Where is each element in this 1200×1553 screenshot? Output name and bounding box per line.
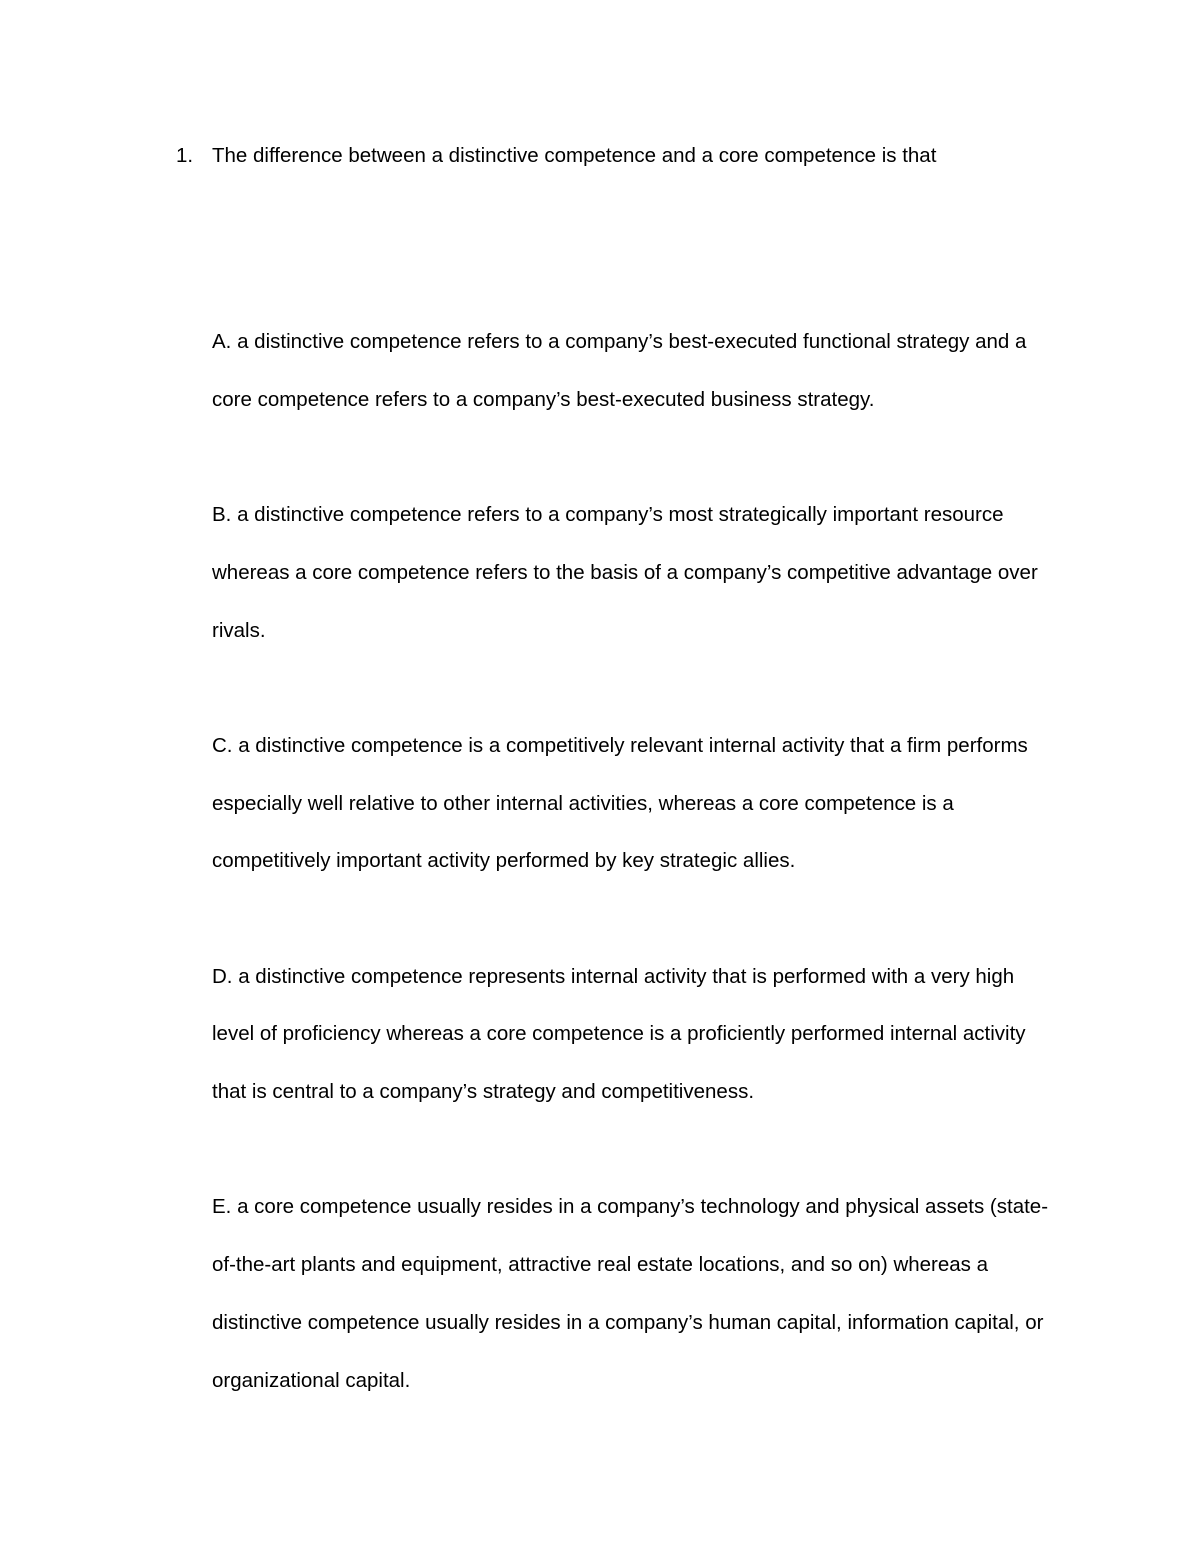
option-letter: C. xyxy=(212,733,233,757)
answer-options xyxy=(212,313,1060,1467)
question-stem: The difference between a distinctive competence and a core competence is that xyxy=(212,144,937,167)
option-d xyxy=(212,948,1060,1121)
option-c xyxy=(212,717,1060,890)
option-text: a distinctive competence represents internal activity that is performed with a very high level of proficiency whereas a core competence is a proficiently performed internal activity that is central to a company’s strategy and competitiveness. xyxy=(212,964,1026,1104)
option-a xyxy=(212,313,1060,428)
option-letter: E. xyxy=(212,1195,232,1219)
option-e xyxy=(212,1178,1060,1409)
question xyxy=(176,141,1056,171)
option-text: a distinctive competence is a competitively relevant internal activity that a firm performs especially well relative to other internal activities, whereas a core competence is a competitively important activity performed by key strategic allies. xyxy=(212,733,1028,873)
option-letter: B. xyxy=(212,503,232,527)
option-letter: D. xyxy=(212,964,233,988)
option-text: a distinctive competence refers to a company’s most strategically important resource whereas a core competence refers to the basis of a company’s competitive advantage over rivals. xyxy=(212,503,1038,642)
option-letter: A. xyxy=(212,330,232,353)
option-text: a core competence usually resides in a company’s technology and physical assets (state-of-the-art plants and equipment, attractive real estate locations, and so on) whereas a distinctive competence usually resides in a company’s human capital, information capital, or organizational capital. xyxy=(212,1195,1049,1392)
question-number: 1. xyxy=(176,144,194,167)
option-text: a distinctive competence refers to a company’s best-executed functional strategy and a core competence refers to a company’s best-executed business strategy. xyxy=(212,330,1027,411)
option-b xyxy=(212,486,1060,659)
